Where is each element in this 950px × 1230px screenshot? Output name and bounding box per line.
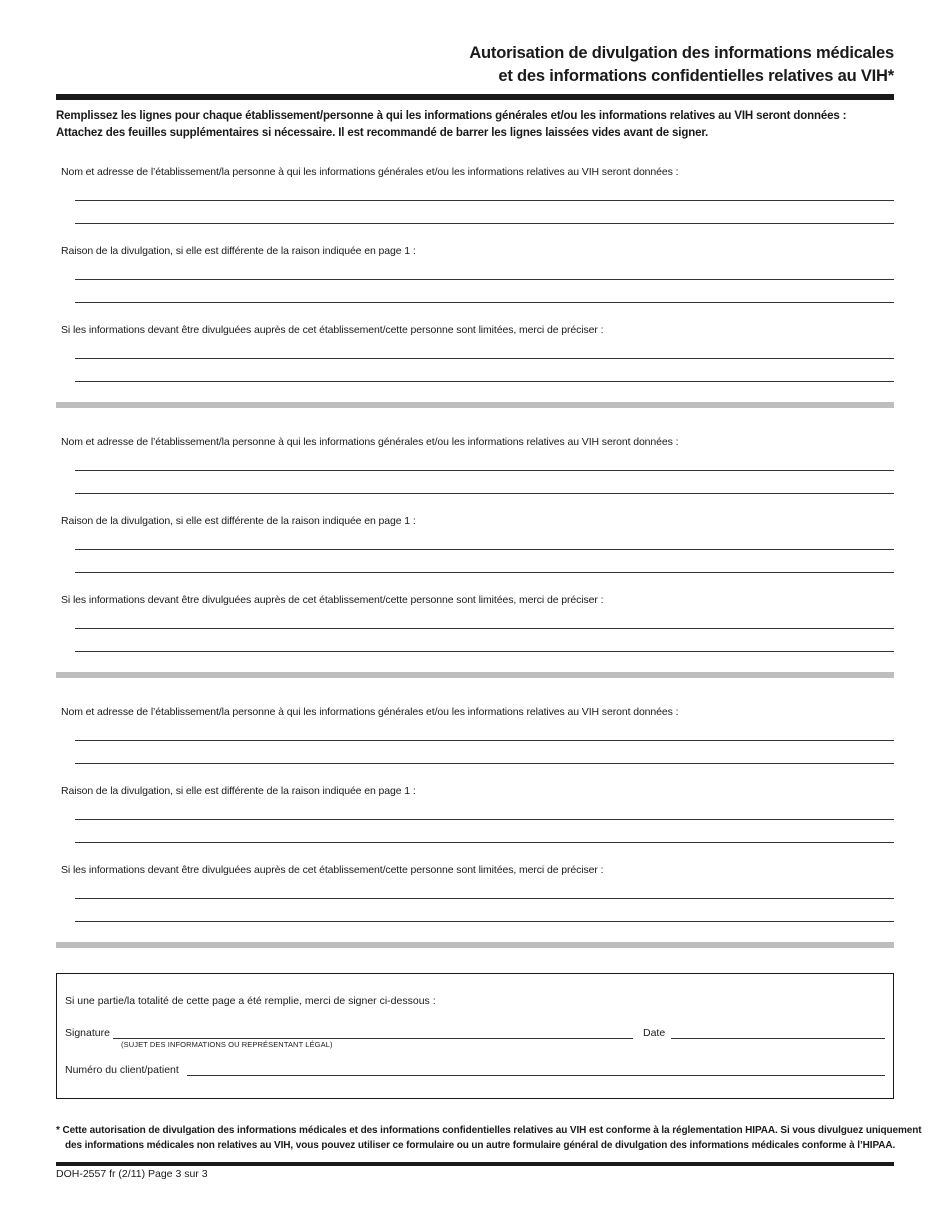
section-separator-2 bbox=[56, 672, 894, 678]
recipient-3-name-address-label: Nom et adresse de l’établissement/la personne à qui les informations générales et/ou les informations relatives au VIH seront données : bbox=[61, 706, 679, 718]
client-number-field[interactable] bbox=[187, 1075, 885, 1076]
top-divider bbox=[56, 94, 894, 100]
form-id: DOH-2557 fr (2/11) Page 3 sur 3 bbox=[56, 1168, 208, 1180]
recipient-1-limits-label: Si les informations devant être divulguées auprès de cet établissement/cette personne sont limitées, merci de préciser : bbox=[61, 324, 604, 336]
recipient-3-name-address-line-1[interactable] bbox=[75, 740, 894, 741]
recipient-1-reason-line-1[interactable] bbox=[75, 279, 894, 280]
recipient-2-limits-label: Si les informations devant être divulguées auprès de cet établissement/cette personne sont limitées, merci de préciser : bbox=[61, 594, 604, 606]
section-separator-1 bbox=[56, 402, 894, 408]
recipient-2-limits-line-2[interactable] bbox=[75, 651, 894, 652]
recipient-1-name-address-label: Nom et adresse de l’établissement/la personne à qui les informations générales et/ou les informations relatives au VIH seront données : bbox=[61, 166, 679, 178]
recipient-3-name-address-line-2[interactable] bbox=[75, 763, 894, 764]
signature-label: Signature bbox=[65, 1027, 110, 1039]
instructions-line2: Attachez des feuilles supplémentaires si nécessaire. Il est recommandé de barrer les lignes laissées vides avant de signer. bbox=[56, 127, 709, 139]
client-number-label: Numéro du client/patient bbox=[65, 1064, 179, 1076]
section-separator-3 bbox=[56, 942, 894, 948]
signature-caption: (SUJET DES INFORMATIONS OU REPRÉSENTANT LÉGAL) bbox=[121, 1040, 333, 1049]
form-title-line2: et des informations confidentielles relatives au VIH* bbox=[498, 67, 894, 85]
date-field[interactable] bbox=[671, 1038, 885, 1039]
signature-field[interactable] bbox=[113, 1038, 633, 1039]
recipient-3-limits-label: Si les informations devant être divulguées auprès de cet établissement/cette personne sont limitées, merci de préciser : bbox=[61, 864, 604, 876]
instructions-line1: Remplissez les lignes pour chaque établissement/personne à qui les informations générales et/ou les informations relatives au VIH seront données : bbox=[56, 110, 847, 122]
recipient-3-reason-line-1[interactable] bbox=[75, 819, 894, 820]
signature-box bbox=[56, 973, 894, 1099]
recipient-3-limits-line-2[interactable] bbox=[75, 921, 894, 922]
footnote-line1: * Cette autorisation de divulgation des informations médicales et des informations confidentielles relatives au VIH est conforme à la réglementation HIPAA. Si vous divulguez uniquement bbox=[56, 1125, 922, 1136]
recipient-1-limits-line-2[interactable] bbox=[75, 381, 894, 382]
recipient-1-name-address-line-1[interactable] bbox=[75, 200, 894, 201]
signature-prompt: Si une partie/la totalité de cette page a été remplie, merci de signer ci-dessous : bbox=[65, 995, 436, 1007]
recipient-2-name-address-line-2[interactable] bbox=[75, 493, 894, 494]
recipient-1-name-address-line-2[interactable] bbox=[75, 223, 894, 224]
date-label: Date bbox=[643, 1027, 666, 1039]
footnote-line2: des informations médicales non relatives au VIH, vous pouvez utiliser ce formulaire ou un autre formulaire général de divulgation des informations médicales conforme à l’HIPAA. bbox=[65, 1140, 896, 1151]
recipient-2-reason-label: Raison de la divulgation, si elle est différente de la raison indiquée en page 1 : bbox=[61, 515, 416, 527]
recipient-2-reason-line-1[interactable] bbox=[75, 549, 894, 550]
recipient-3-reason-line-2[interactable] bbox=[75, 842, 894, 843]
recipient-2-name-address-label: Nom et adresse de l’établissement/la personne à qui les informations générales et/ou les informations relatives au VIH seront données : bbox=[61, 436, 679, 448]
recipient-1-reason-label: Raison de la divulgation, si elle est différente de la raison indiquée en page 1 : bbox=[61, 245, 416, 257]
recipient-2-limits-line-1[interactable] bbox=[75, 628, 894, 629]
form-title-line1: Autorisation de divulgation des informations médicales bbox=[469, 44, 894, 62]
recipient-2-reason-line-2[interactable] bbox=[75, 572, 894, 573]
bottom-divider bbox=[56, 1162, 894, 1166]
recipient-2-name-address-line-1[interactable] bbox=[75, 470, 894, 471]
recipient-1-reason-line-2[interactable] bbox=[75, 302, 894, 303]
recipient-3-reason-label: Raison de la divulgation, si elle est différente de la raison indiquée en page 1 : bbox=[61, 785, 416, 797]
recipient-1-limits-line-1[interactable] bbox=[75, 358, 894, 359]
recipient-3-limits-line-1[interactable] bbox=[75, 898, 894, 899]
